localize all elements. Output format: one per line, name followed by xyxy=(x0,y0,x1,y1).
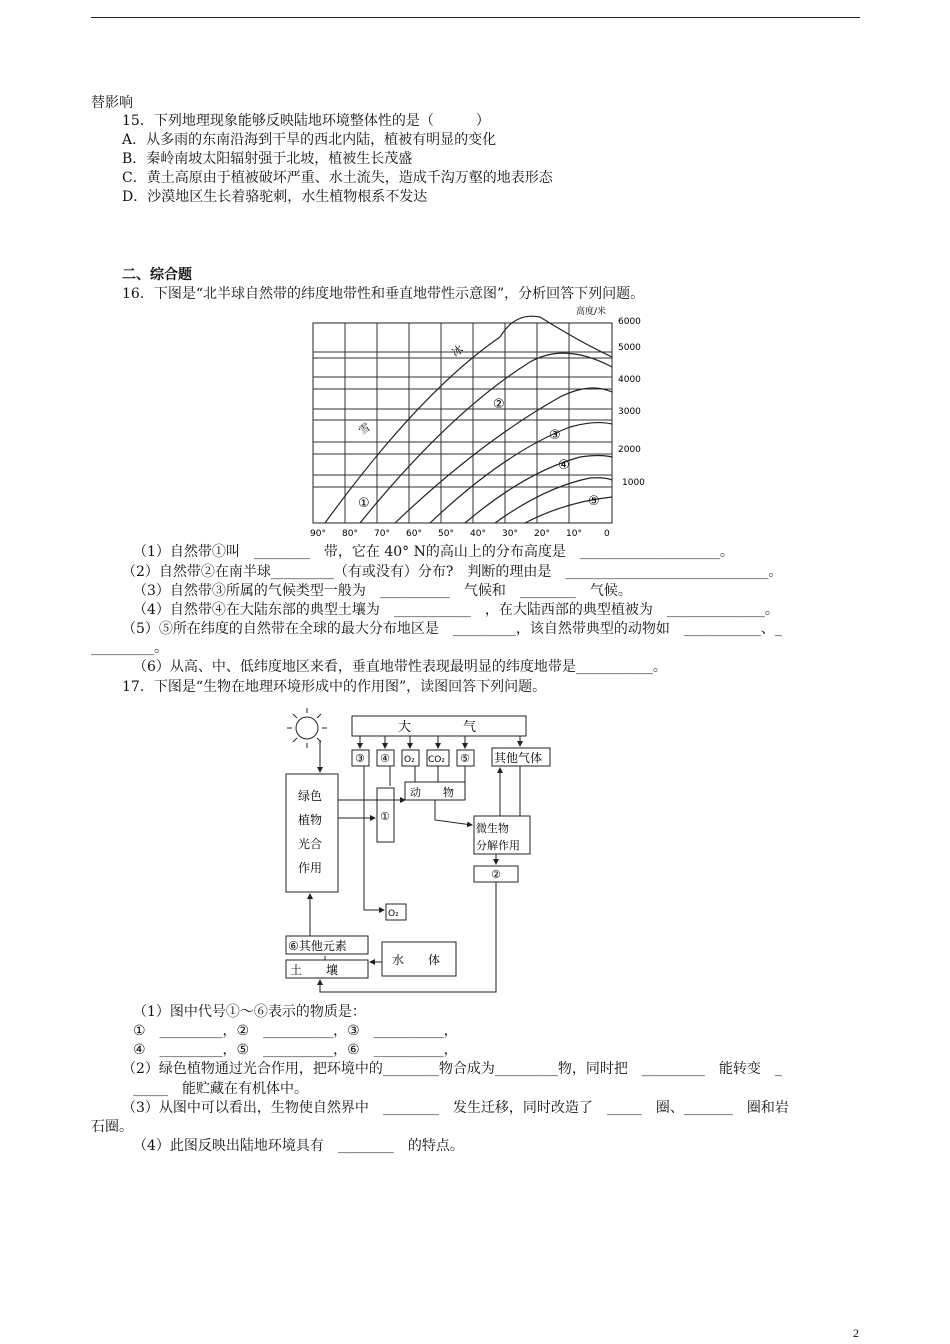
q17-part-4: （4）此图反映出陆地环境具有 ________ 的特点。 xyxy=(133,1138,464,1154)
y-tick: 3000 xyxy=(618,407,641,417)
zone-2-label: ② xyxy=(493,397,505,412)
q17-part-1-row2: ④ _________，⑤ __________，⑥ __________， xyxy=(133,1042,458,1058)
q17-part-3-cont: 石圈。 xyxy=(91,1119,133,1135)
y-tick: 6000 xyxy=(618,317,641,327)
box-co2: CO₂ xyxy=(428,755,445,765)
box-3: ③ xyxy=(355,752,365,765)
q16-part-5: （5）⑤所在纬度的自然带在全球的最大分布地区是 _________，该自然带典型的动物如 ___________、_ xyxy=(122,621,782,637)
q15-option-a: A．从多雨的东南沿海到干旱的西北内陆，植被有明显的变化 xyxy=(122,132,497,148)
zone-4-label: ④ xyxy=(558,458,570,473)
y-tick: 1000 xyxy=(622,478,645,488)
page-number: 2 xyxy=(853,1326,859,1340)
box-4: ④ xyxy=(380,752,390,765)
q17-stem: 17．下图是“生物在地理环境形成中的作用图”，读图回答下列问题。 xyxy=(122,679,547,695)
snow-label: 雪 xyxy=(356,420,373,438)
natural-zone-figure xyxy=(300,302,650,542)
box-o2-top: O₂ xyxy=(404,755,415,765)
q16-part-5-cont: _________。 xyxy=(91,640,168,656)
y-tick: 5000 xyxy=(618,343,641,353)
x-tick: 20° xyxy=(534,529,550,539)
q17-part-2-cont: _____ 能贮藏在有机体中。 xyxy=(133,1081,308,1097)
plants-label: 植物 xyxy=(298,813,323,827)
q16-stem: 16．下图是“北半球自然带的纬度地带性和垂直地带性示意图”，分析回答下列问题。 xyxy=(122,286,645,302)
q17-part-2: （2）绿色植物通过光合作用，把环境中的________物合成为_________物，同时把 _________ 能转变 _ xyxy=(122,1061,782,1077)
zone-1-label: ① xyxy=(358,496,370,511)
q16-part-2: （2）自然带②在南半球_________（有或没有）分布? 判断的理由是 _____________________________。 xyxy=(122,564,783,580)
microbes-label: 分解作用 xyxy=(476,839,520,852)
atmosphere-label: 大 气 xyxy=(398,720,477,735)
q17-part-1-row1: ① _________，② __________，③ __________， xyxy=(133,1023,458,1039)
plants-label: 光合 xyxy=(298,837,323,851)
plants-label: 作用 xyxy=(298,861,323,875)
q17-part-1: （1）图中代号①～⑥表示的物质是： xyxy=(133,1004,366,1020)
q16-part-6: （6）从高、中、低纬度地区来看，垂直地带性表现最明显的纬度地带是___________。 xyxy=(133,659,667,675)
water-label: 水 体 xyxy=(392,953,441,967)
x-tick: 70° xyxy=(374,529,390,539)
x-tick: 50° xyxy=(438,529,454,539)
animals-label: 动 物 xyxy=(410,786,454,799)
zone-5-label: ⑤ xyxy=(588,494,600,509)
q16-part-1: （1）自然带①叫 ________ 带，它在 40° N的高山上的分布高度是 ____________________。 xyxy=(133,544,734,560)
section-title: 二、综合题 xyxy=(122,267,192,283)
zone-3-label: ③ xyxy=(549,428,561,443)
other-gases-label: 其他气体 xyxy=(494,751,543,765)
x-tick: 60° xyxy=(406,529,422,539)
box-5: ⑤ xyxy=(460,752,470,765)
x-tick: 90° xyxy=(310,529,326,539)
sun-icon xyxy=(296,717,318,739)
y-tick: 2000 xyxy=(618,445,641,455)
q15-option-c: C．黄土高原由于植被破坏严重、水土流失，造成千沟万壑的地表形态 xyxy=(122,170,553,186)
y-unit: 高度/米 xyxy=(576,307,607,317)
x-tick: 80° xyxy=(342,529,358,539)
box-1: ① xyxy=(380,810,390,823)
q16-part-4: （4）自然带④在大陆东部的典型土壤为 ___________ ，在大陆西部的典型植被为 ______________。 xyxy=(133,602,779,618)
q15-option-d: D．沙漠地区生长着骆驼刺，水生植物根系不发达 xyxy=(122,189,428,205)
plants-label: 绿色 xyxy=(298,789,323,803)
prev-question-tail: 替影响 xyxy=(91,95,133,111)
q15-stem: 15．下列地理现象能够反映陆地环境整体性的是（ ） xyxy=(122,113,490,129)
x-tick: 10° xyxy=(566,529,582,539)
box-2: ② xyxy=(491,868,501,881)
q17-part-3: （3）从图中可以看出，生物使自然界中 ________ 发生迁移，同时改造了 _____ 圈、_______ 圈和岩 xyxy=(122,1100,789,1116)
box-o2-bottom: O₂ xyxy=(388,909,399,919)
other-elements-label: ⑥其他元素 xyxy=(288,939,347,953)
microbes-label: 微生物 xyxy=(476,822,509,835)
biology-role-figure xyxy=(280,700,560,1000)
ice-label: 冰 xyxy=(449,342,466,360)
x-tick: 40° xyxy=(470,529,486,539)
header-rule xyxy=(91,17,860,18)
soil-label: 土 壤 xyxy=(290,963,339,977)
x-tick: 30° xyxy=(502,529,518,539)
y-tick: 4000 xyxy=(618,375,641,385)
q15-option-b: B．秦岭南坡太阳辐射强于北坡，植被生长茂盛 xyxy=(122,151,413,167)
q16-part-3: （3）自然带③所属的气候类型一般为 __________ 气候和 ________ 气候。 xyxy=(133,583,632,599)
x-tick: 0 xyxy=(604,529,610,539)
